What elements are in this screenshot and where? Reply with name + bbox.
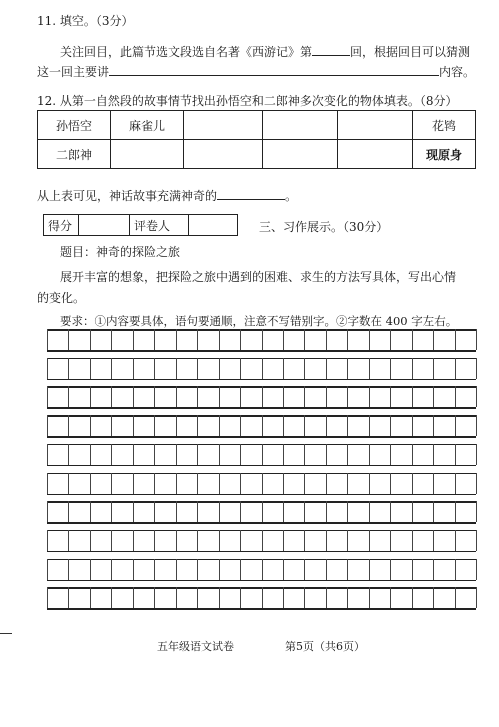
grid-cell-divider [133, 358, 134, 379]
grid-cell-divider [240, 501, 241, 522]
grid-cell-divider [154, 501, 155, 522]
grid-cell-divider [476, 386, 477, 407]
grid-cell-divider [197, 444, 198, 465]
grid-cell-divider [455, 587, 456, 608]
grid-cell-divider [262, 358, 263, 379]
grid-cell-divider [412, 358, 413, 379]
grid-cell-divider [111, 587, 112, 608]
grid-line [47, 379, 476, 381]
grid-cell-divider [326, 559, 327, 580]
table-cell: 孙悟空 [38, 111, 111, 140]
grid-cell-divider [262, 530, 263, 551]
grid-cell-divider [369, 559, 370, 580]
grid-cell-divider [455, 501, 456, 522]
grid-cell-divider [219, 501, 220, 522]
grid-cell-divider [455, 386, 456, 407]
grid-cell-divider [390, 415, 391, 436]
grid-cell-divider [433, 473, 434, 494]
grid-cell-divider [476, 415, 477, 436]
table-cell: 花鸨 [413, 111, 476, 140]
essay-topic: 题目：神奇的探险之旅 [60, 245, 181, 259]
grid-cell-divider [133, 587, 134, 608]
grid-cell-divider [68, 444, 69, 465]
table-cell[interactable] [184, 140, 263, 169]
grid-cell-divider [476, 501, 477, 522]
grid-cell-divider [133, 386, 134, 407]
score-value-cell[interactable] [79, 215, 130, 236]
grid-cell-divider [90, 530, 91, 551]
grid-cell-divider [412, 386, 413, 407]
conclusion-blank[interactable] [217, 186, 285, 200]
essay-instruction-2: 的变化。 [37, 291, 86, 305]
grid-cell-divider [455, 530, 456, 551]
grid-cell-divider [154, 473, 155, 494]
grid-cell-divider [154, 329, 155, 350]
grid-cell-divider [154, 444, 155, 465]
grid-cell-divider [47, 329, 48, 350]
grid-cell-divider [68, 329, 69, 350]
grid-cell-divider [154, 386, 155, 407]
grid-cell-divider [197, 530, 198, 551]
grid-cell-divider [47, 530, 48, 551]
grid-cell-divider [133, 501, 134, 522]
grid-cell-divider [68, 415, 69, 436]
grid-cell-divider [476, 444, 477, 465]
grid-cell-divider [90, 415, 91, 436]
q11-blank-chapter[interactable] [312, 42, 350, 56]
grid-cell-divider [111, 444, 112, 465]
grid-cell-divider [412, 444, 413, 465]
table-cell[interactable] [184, 111, 263, 140]
grid-cell-divider [47, 559, 48, 580]
grid-cell-divider [176, 329, 177, 350]
grid-cell-divider [455, 559, 456, 580]
conclusion-text-a: 从上表可见，神话故事充满神奇的 [37, 189, 218, 203]
conclusion-line [37, 186, 297, 204]
grid-cell-divider [176, 473, 177, 494]
grid-cell-divider [68, 587, 69, 608]
grid-cell-divider [283, 501, 284, 522]
grid-cell-divider [197, 587, 198, 608]
grid-cell-divider [369, 587, 370, 608]
grid-cell-divider [347, 329, 348, 350]
grid-cell-divider [304, 415, 305, 436]
table-cell: 麻雀儿 [111, 111, 184, 140]
grid-cell-divider [133, 415, 134, 436]
grid-cell-divider [433, 444, 434, 465]
grid-cell-divider [283, 530, 284, 551]
grid-cell-divider [90, 444, 91, 465]
table-row [44, 215, 238, 236]
grid-cell-divider [476, 587, 477, 608]
grid-cell-divider [176, 530, 177, 551]
grid-cell-divider [262, 329, 263, 350]
grid-line [47, 580, 476, 582]
grid-cell-divider [219, 587, 220, 608]
table-row [38, 140, 476, 169]
grid-cell-divider [219, 386, 220, 407]
margin-line [0, 633, 12, 634]
grid-cell-divider [304, 501, 305, 522]
grid-cell-divider [304, 530, 305, 551]
grid-cell-divider [433, 415, 434, 436]
grid-cell-divider [433, 587, 434, 608]
grid-line [47, 465, 476, 467]
grid-cell-divider [412, 501, 413, 522]
grid-cell-divider [390, 530, 391, 551]
q11-line1-text-a: 关注回目，此篇节选文段选自名著《西游记》第 [60, 45, 313, 59]
grid-cell-divider [90, 587, 91, 608]
grid-cell-divider [111, 501, 112, 522]
grid-cell-divider [476, 329, 477, 350]
grid-cell-divider [326, 358, 327, 379]
grid-cell-divider [111, 415, 112, 436]
grid-cell-divider [304, 386, 305, 407]
grid-cell-divider [90, 473, 91, 494]
grid-cell-divider [283, 358, 284, 379]
grid-cell-divider [412, 329, 413, 350]
grid-cell-divider [133, 473, 134, 494]
grid-cell-divider [133, 530, 134, 551]
grid-cell-divider [369, 386, 370, 407]
grid-cell-divider [369, 444, 370, 465]
grid-cell-divider [433, 501, 434, 522]
grid-cell-divider [133, 444, 134, 465]
grid-cell-divider [262, 587, 263, 608]
grid-cell-divider [133, 329, 134, 350]
grid-cell-divider [455, 415, 456, 436]
grid-cell-divider [197, 415, 198, 436]
grid-cell-divider [412, 473, 413, 494]
grid-cell-divider [347, 358, 348, 379]
grid-cell-divider [455, 329, 456, 350]
grid-cell-divider [326, 501, 327, 522]
grid-cell-divider [176, 415, 177, 436]
grid-cell-divider [283, 559, 284, 580]
grid-cell-divider [90, 358, 91, 379]
grid-cell-divider [326, 473, 327, 494]
grid-cell-divider [240, 559, 241, 580]
grid-cell-divider [369, 501, 370, 522]
grid-cell-divider [347, 501, 348, 522]
grid-cell-divider [347, 530, 348, 551]
grid-cell-divider [240, 444, 241, 465]
grid-cell-divider [68, 358, 69, 379]
grid-cell-divider [219, 329, 220, 350]
grid-cell-divider [304, 329, 305, 350]
grid-cell-divider [47, 358, 48, 379]
grid-cell-divider [347, 473, 348, 494]
grid-cell-divider [47, 444, 48, 465]
grid-cell-divider [197, 358, 198, 379]
grid-line [47, 522, 476, 524]
grid-cell-divider [455, 473, 456, 494]
grid-cell-divider [90, 559, 91, 580]
grid-cell-divider [240, 415, 241, 436]
grid-cell-divider [326, 415, 327, 436]
grid-cell-divider [154, 530, 155, 551]
table-cell[interactable] [263, 140, 338, 169]
grid-cell-divider [240, 530, 241, 551]
q11-line1 [60, 42, 470, 60]
grid-cell-divider [433, 559, 434, 580]
grid-cell-divider [476, 473, 477, 494]
grid-cell-divider [390, 559, 391, 580]
grid-cell-divider [283, 386, 284, 407]
grid-cell-divider [326, 444, 327, 465]
grid-cell-divider [154, 587, 155, 608]
grid-cell-divider [154, 415, 155, 436]
table-cell: 二郎神 [38, 140, 111, 169]
grid-cell-divider [455, 358, 456, 379]
grid-cell-divider [347, 386, 348, 407]
score-box [43, 214, 238, 236]
footer-exam-name: 五年级语文试卷 [157, 640, 234, 653]
grid-cell-divider [433, 329, 434, 350]
grid-cell-divider [304, 444, 305, 465]
grid-cell-divider [326, 530, 327, 551]
grid-cell-divider [219, 530, 220, 551]
grid-cell-divider [47, 587, 48, 608]
grid-cell-divider [240, 386, 241, 407]
grid-line [47, 494, 476, 496]
grid-cell-divider [111, 358, 112, 379]
grid-cell-divider [476, 559, 477, 580]
grid-line [47, 407, 476, 409]
grid-cell-divider [390, 473, 391, 494]
grid-cell-divider [176, 559, 177, 580]
q11-line2 [37, 62, 475, 80]
essay-instruction-1: 展开丰富的想象，把探险之旅中遇到的困难、求生的方法写具体，写出心情 [60, 270, 457, 284]
grid-cell-divider [476, 530, 477, 551]
grid-cell-divider [433, 358, 434, 379]
grader-label: 评卷人 [130, 215, 189, 236]
q11-heading: 11. 填空。（3分） [37, 14, 134, 28]
grid-cell-divider [240, 473, 241, 494]
grid-cell-divider [369, 530, 370, 551]
grid-cell-divider [68, 473, 69, 494]
grid-cell-divider [262, 415, 263, 436]
q11-blank-content[interactable] [109, 62, 439, 76]
table-cell: 现原身 [413, 140, 476, 169]
grid-cell-divider [47, 415, 48, 436]
grid-cell-divider [197, 501, 198, 522]
grid-cell-divider [262, 501, 263, 522]
grid-cell-divider [219, 358, 220, 379]
grid-cell-divider [219, 444, 220, 465]
q11-line2-text-b: 内容。 [439, 65, 476, 79]
grid-cell-divider [433, 386, 434, 407]
essay-requirements: 要求：①内容要具体，语句要通顺，注意不写错别字。②字数在 400 字左右。 [60, 314, 458, 328]
table-row [38, 111, 476, 140]
grid-cell-divider [197, 386, 198, 407]
section3-title: 三、习作展示。（30分） [259, 220, 389, 234]
grid-cell-divider [68, 559, 69, 580]
grid-cell-divider [219, 415, 220, 436]
grid-cell-divider [154, 559, 155, 580]
grid-cell-divider [390, 444, 391, 465]
q11-line2-text-a: 这一回主要讲 [37, 65, 110, 79]
footer-page-number: 第5页（共6页） [285, 640, 365, 653]
grid-cell-divider [433, 530, 434, 551]
grid-cell-divider [304, 587, 305, 608]
grid-cell-divider [68, 386, 69, 407]
grid-cell-divider [262, 559, 263, 580]
grid-cell-divider [90, 501, 91, 522]
grid-cell-divider [369, 473, 370, 494]
grid-cell-divider [304, 473, 305, 494]
grid-cell-divider [176, 444, 177, 465]
grid-cell-divider [455, 444, 456, 465]
grid-cell-divider [283, 444, 284, 465]
grid-cell-divider [240, 587, 241, 608]
grid-cell-divider [262, 386, 263, 407]
grid-cell-divider [47, 473, 48, 494]
grid-cell-divider [369, 358, 370, 379]
grid-line [47, 608, 476, 610]
q11-line1-text-b: 回，根据回目可以猜测 [350, 45, 471, 59]
grid-cell-divider [283, 587, 284, 608]
grid-cell-divider [154, 358, 155, 379]
grid-cell-divider [369, 329, 370, 350]
grid-cell-divider [90, 329, 91, 350]
grid-cell-divider [176, 587, 177, 608]
grid-cell-divider [262, 473, 263, 494]
grid-cell-divider [111, 530, 112, 551]
grid-cell-divider [326, 587, 327, 608]
grid-cell-divider [240, 329, 241, 350]
grid-cell-divider [326, 386, 327, 407]
grid-cell-divider [68, 530, 69, 551]
grid-cell-divider [412, 415, 413, 436]
grid-cell-divider [347, 415, 348, 436]
grid-cell-divider [326, 329, 327, 350]
grid-cell-divider [111, 329, 112, 350]
grid-cell-divider [111, 386, 112, 407]
grid-cell-divider [283, 329, 284, 350]
grid-cell-divider [412, 530, 413, 551]
grid-cell-divider [111, 473, 112, 494]
grid-cell-divider [197, 329, 198, 350]
grid-cell-divider [176, 386, 177, 407]
grid-cell-divider [283, 473, 284, 494]
grid-cell-divider [347, 444, 348, 465]
grid-cell-divider [176, 358, 177, 379]
grid-cell-divider [304, 559, 305, 580]
grid-cell-divider [111, 559, 112, 580]
grid-cell-divider [90, 386, 91, 407]
grid-cell-divider [262, 444, 263, 465]
grid-cell-divider [68, 501, 69, 522]
grid-cell-divider [133, 559, 134, 580]
table-cell[interactable] [338, 111, 413, 140]
grid-cell-divider [390, 386, 391, 407]
conclusion-text-b: 。 [285, 189, 298, 203]
grid-cell-divider [390, 329, 391, 350]
grid-cell-divider [390, 501, 391, 522]
grid-cell-divider [47, 501, 48, 522]
grid-cell-divider [347, 559, 348, 580]
grid-cell-divider [476, 358, 477, 379]
grid-cell-divider [197, 559, 198, 580]
grid-cell-divider [283, 415, 284, 436]
grid-cell-divider [412, 587, 413, 608]
grid-cell-divider [219, 559, 220, 580]
grader-value-cell[interactable] [189, 215, 238, 236]
grid-cell-divider [176, 501, 177, 522]
grid-line [47, 436, 476, 438]
grid-cell-divider [197, 473, 198, 494]
table-cell[interactable] [338, 140, 413, 169]
grid-line [47, 350, 476, 352]
grid-cell-divider [240, 358, 241, 379]
table-cell[interactable] [111, 140, 184, 169]
grid-cell-divider [412, 559, 413, 580]
grid-cell-divider [390, 587, 391, 608]
q12-table [37, 110, 476, 169]
grid-cell-divider [369, 415, 370, 436]
grid-cell-divider [304, 358, 305, 379]
grid-cell-divider [219, 473, 220, 494]
grid-cell-divider [47, 386, 48, 407]
q12-heading: 12. 从第一自然段的故事情节找出孙悟空和二郎神多次变化的物体填表。（8分） [37, 94, 458, 108]
table-cell[interactable] [263, 111, 338, 140]
score-label: 得分 [44, 215, 79, 236]
grid-cell-divider [390, 358, 391, 379]
grid-cell-divider [347, 587, 348, 608]
grid-line [47, 551, 476, 553]
